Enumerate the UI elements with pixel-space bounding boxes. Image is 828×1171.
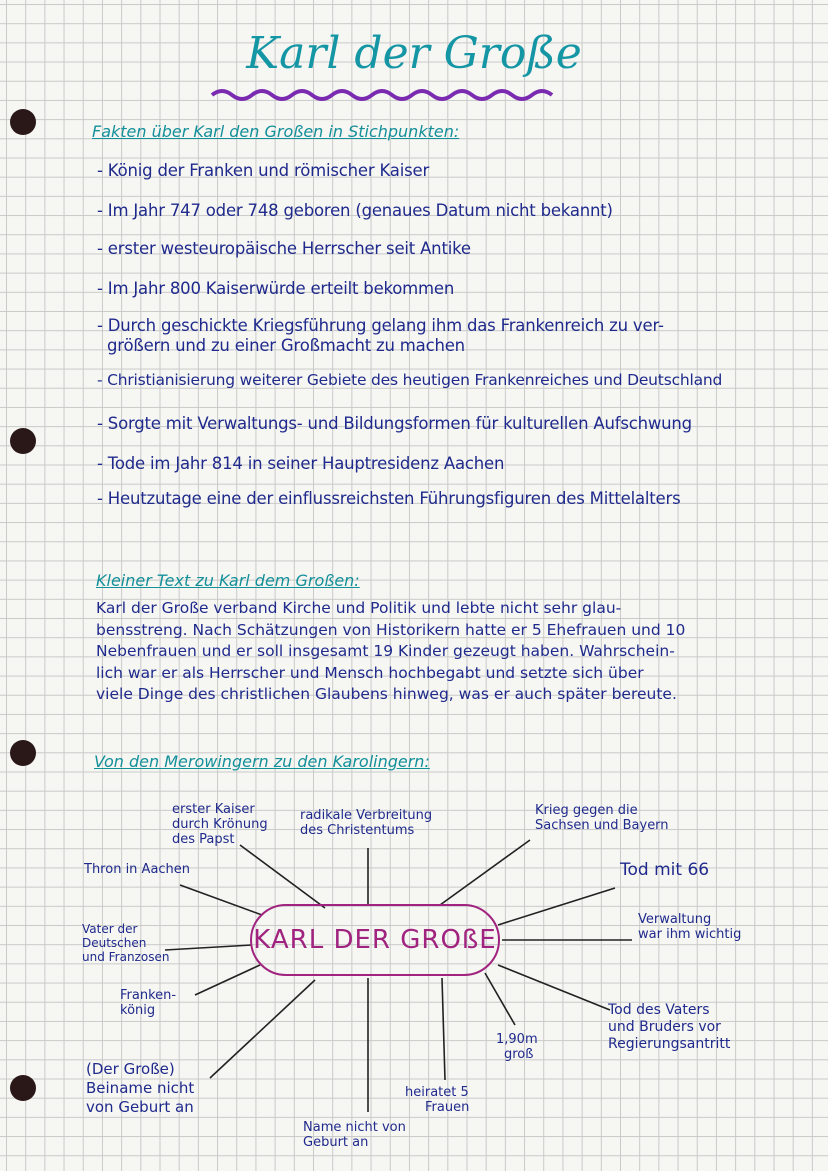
node-groesse (496, 1032, 538, 1062)
node-label-line: Geburt an (303, 1135, 369, 1150)
node-kaiser (172, 802, 268, 847)
node-label-line: (Der Große) (86, 1060, 175, 1078)
node-label-line: Name nicht von (303, 1120, 406, 1135)
node-label-line: Sachsen und Bayern (535, 818, 669, 833)
line-thron (180, 885, 262, 915)
node-label-line: Beiname nicht (86, 1079, 195, 1097)
paragraph (96, 598, 746, 706)
node-label-line: Thron in Aachen (84, 862, 191, 877)
paragraph-line: Karl der Große verband Kirche und Politik und lebte nicht sehr glau- (96, 599, 622, 617)
line-franken (195, 965, 260, 995)
node-label-line: Tod mit 66 (620, 860, 710, 880)
node-thron (84, 862, 190, 877)
node-label-line: erster Kaiser (172, 802, 255, 817)
line-tod66 (498, 888, 615, 925)
paragraph-line: lich war er als Herrscher und Mensch hochbegabt und setzte sich über (96, 663, 644, 682)
node-name (303, 1120, 406, 1150)
node-label-line: Regierungsantritt (608, 1036, 731, 1052)
text-heading: Kleiner Text zu Karl dem Großen: (96, 571, 360, 590)
node-label-line: und Franzosen (82, 950, 170, 964)
paragraph-line: viele Dinge des christlichen Glaubens hinweg, was er auch später bereute. (96, 685, 677, 703)
node-label-line: Vater der (82, 922, 138, 936)
line-vater (165, 945, 252, 950)
fact-item: - Durch geschickte Kriegsführung gelang ihm das Frankenreich zu ver- (97, 316, 664, 335)
node-beiname (86, 1060, 194, 1117)
node-label-line: könig (120, 1003, 156, 1018)
node-label-line: Franken- (120, 988, 177, 1003)
fact-item: - Tode im Jahr 814 in seiner Hauptresidenz Aachen (97, 454, 505, 473)
node-label-line: 1,90m (496, 1032, 538, 1047)
node-krieg (535, 803, 669, 833)
node-label-line: Frauen (425, 1100, 470, 1115)
node-label-line: radikale Verbreitung (300, 808, 433, 823)
fact-item-continued: größern und zu einer Großmacht zu machen (107, 336, 465, 355)
paragraph-line: Nebenfrauen und er soll insgesamt 19 Kinder gezeugt haben. Wahrschein- (96, 642, 675, 660)
node-todvater (608, 1002, 730, 1053)
line-groesse (485, 973, 515, 1025)
line-heiratet (442, 978, 445, 1080)
fact-item: - erster westeuropäische Herrscher seit Antike (97, 239, 471, 258)
mindmap-center (250, 904, 500, 976)
line-krieg (440, 840, 530, 905)
fact-item: - Christianisierung weiterer Gebiete des heutigen Frankenreiches und Deutschland (97, 371, 723, 389)
node-christ (300, 808, 432, 838)
node-label-line: durch Krönung (172, 817, 268, 832)
node-vater (82, 922, 169, 964)
line-beiname (210, 980, 315, 1078)
node-label-line: Tod des Vaters (608, 1002, 710, 1018)
fact-item: - Im Jahr 747 oder 748 geboren (genaues Datum nicht bekannt) (97, 201, 613, 220)
title-wave-underline (212, 91, 552, 99)
node-label-line: Deutschen (82, 936, 147, 950)
node-label-line: von Geburt an (86, 1098, 194, 1116)
node-label-line: groß (504, 1047, 534, 1062)
mindmap-heading: Von den Merowingern zu den Karolingern: (94, 752, 430, 771)
node-verwaltung (638, 912, 741, 942)
page-title: Karl der Große (246, 28, 582, 79)
node-franken (120, 988, 176, 1018)
node-label-line: war ihm wichtig (638, 927, 742, 942)
node-heiratet (405, 1085, 469, 1115)
line-kaiser (240, 845, 325, 908)
line-todvater (498, 965, 610, 1010)
node-label-line: und Bruders vor (608, 1019, 721, 1035)
node-label-line: Krieg gegen die (535, 803, 638, 818)
node-tod66 (620, 860, 710, 880)
mindmap-center-label: KARL DER GROßE (253, 925, 497, 955)
node-label-line: des Papst (172, 832, 235, 847)
node-label-line: heiratet 5 (405, 1085, 469, 1100)
node-label-line: Verwaltung (638, 912, 712, 927)
fact-item: - König der Franken und römischer Kaiser (97, 161, 430, 180)
facts-heading: Fakten über Karl den Großen in Stichpunkten: (92, 122, 460, 141)
fact-item: - Heutzutage eine der einflussreichsten Führungsfiguren des Mittelalters (97, 489, 681, 508)
paragraph-line: bensstreng. Nach Schätzungen von Historikern hatte er 5 Ehefrauen und 10 (96, 620, 686, 639)
node-label-line: des Christentums (300, 823, 415, 838)
fact-item: - Sorgte mit Verwaltungs- und Bildungsformen für kulturellen Aufschwung (97, 414, 692, 433)
fact-item: - Im Jahr 800 Kaiserwürde erteilt bekommen (97, 279, 455, 298)
